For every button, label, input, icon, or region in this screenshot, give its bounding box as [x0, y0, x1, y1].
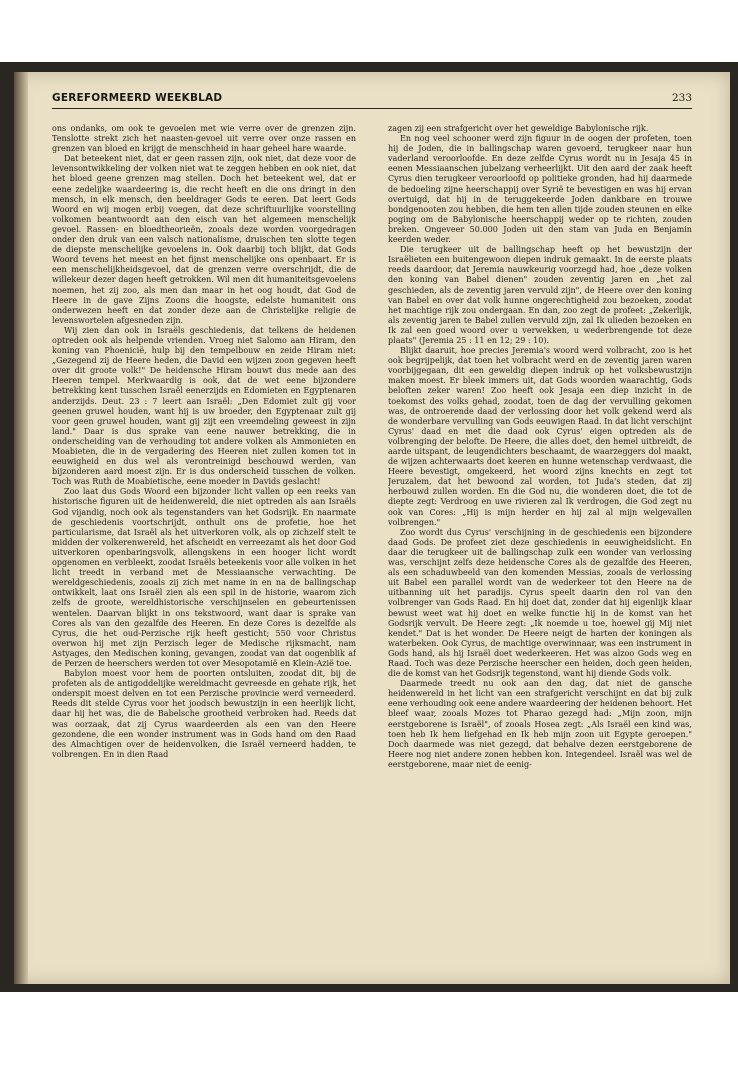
paragraph: Wij zien dan ook in Israëls geschiedenis, dat telkens de heidenen optreden ook als helpende vrienden. Vroeg niet Salomo aan Hiram, den koning van Phoenicië, hulp bij den tempelbouw en zeide Hiram niet: „Gezegend zij de Heere heden, die David een wijzen zoon gegeven heeft over dit groote volk!" De heidensche Hiram bouwt dus mede aan des Heeren tempel. Merkwaardig is ook, dat de wet eene bijzondere betrekking kent tusschen Israël eenerzijds en Edomieten en Egyptenaren anderzijds. Deut. 23 : 7 leert aan Israël: „Den Edomiet zult gij voor geenen gruwel houden, want hij is uw broeder, den Egyptenaar zult gij voor geen gruwel houden, want gij zijt een vreemdeling geweest in zijn land." Daar is dus sprake van eene nauwer betrekking, die in onderscheiding van de verhouding tot andere volken als Ammonieten en Moabieten, die in de vergadering des Heeren niet zullen komen tot in eeuwigheid en dus wel als verontreinigd beschouwd werden, van bijzonderen aard moest zijn. Er is dus onderscheid tusschen de volken. Toch was Ruth de Moabietische, eene moeder in Davids geslacht!: [52, 325, 356, 487]
paragraph: Daarmede treedt nu ook aan den dag, dat niet de gansche heidenwereld in het licht van een strafgericht verschijnt en dat bij zulk eene verhouding ook eene andere waardeering der heidenen behoort. Het bleef waar, zooals Mozes tot Pharao gezegd had: „Mijn zoon, mijn eerstgeborene is Israël", of zooals Hosea zegt: „Als Israël een kind was, toen heb Ik hem liefgehad en Ik heb mijn zoon uit Egypte geroepen." Doch daarmede was niet gezegd, dat behalve dezen eerstgeborene de Heere nog niet andere zonen hebben kon. Integendeel. Israël was wel de eerstgeborene, maar niet de eenig-: [388, 679, 692, 769]
newspaper-page: [14, 72, 730, 984]
publication-title: GEREFORMEERD WEEKBLAD: [52, 92, 223, 104]
left-column: [52, 124, 356, 974]
paragraph: ons ondanks, om ook te gevoelen met wie verre over de grenzen zijn. Tenslotte strekt zich het naasten-gevoel uit verre over onze rassen en grenzen van bloed en krijgt de menschheid in haar geheel hare waarde.: [52, 124, 356, 154]
paragraph: Dat beteekent niet, dat er geen rassen zijn, ook niet, dat deze voor de levensontwikkeling der volken niet wat te zeggen hebben en ook niet, dat het bloed geene grenzen mag stellen. Doch het beteekent wel, dat er eene zedelijke waardeering is, die recht heeft en die ons dringt in den mensch, in elk mensch, den beeldrager Gods te eeren. Dat leert Gods Woord en wij mogen erbij voegen, dat deze schriftuurlijke voorstelling volkomen beantwoordt aan den eisch van het algemeen menschelijk gevoel. Rassen- en bloedtheorieën, zooals deze worden voorgedragen onder den druk van een valsch nationalisme, druischen ten slotte tegen de diepste menschelijke gevoelens in. Ook daarbij toch blijkt, dat Gods Woord tevens het meest en het fijnst menschelijke ons openbaart. Er is een menschelijkheidsgevoel, dat de grenzen verre overschrijdt, die de willekeur dezer dagen heeft getrokken. Wil men dit humaniteitsgevoelens noemen, het zij zoo, als men dan maar in het oog houdt, dat God de Heere in de gave Zijns Zoons die hoogste, edelste humaniteit ons onderwezen heeft en dat zonder deze aan de Christelijke religie de levenswortelen afgesneden zijn.: [52, 154, 356, 325]
page-number: 233: [671, 92, 692, 104]
paragraph: Babylon moest voor hem de poorten ontsluiten, zoodat dit, bij de profeten als de antigoddelijke wereldmacht gevreesde en gehate rijk, het onderspit moest delven en tot een Perzische provincie werd verneederd. Reeds dit stelde Cyrus voor het joodsch bewustzijn in een heerlijk licht, daar hij het was, die de Babelsche grootheid verbroken had. Reeds dat was oorzaak, dat zij Cyrus waardeerden als een van den Heere gezondene, die een wonder instrument was in Gods hand om den Raad des Almachtigen over de heidenvolken, die Israël verneerd hadden, te volbrengen. En in dien Raad: [52, 669, 356, 759]
header-rule: [52, 108, 692, 109]
paragraph: zagen zij een strafgericht over het geweldige Babylonische rijk.: [388, 124, 649, 133]
paragraph: Zoo wordt dus Cyrus' verschijning in de geschiedenis een bijzondere daad Gods. De profeet ziet deze geschiedenis in eeuwigheidslicht. En daar die terugkeer uit de ballingschap zulk een wonder van verlossing was, verschijnt zelfs deze heidensche Cores als de gezalfde des Heeren, als een schaduwbeeld van den komenden Messias, zooals de verlossing uit Babel een parallel wordt van de wederkeer tot den Heere na de uitbanning uit het paradijs. Cyrus speelt daarin den rol van den volbrenger van Gods Raad. En hij doet dat, zonder dat hij eigenlijk klaar bewust weet wat hij doet en welke functie hij in de komst van het Godsrijk vervult. De Heere zegt: „Ik noemde u toe, hoewel gij Mij niet kendet." Dat is het wonder. De Heere neigt de harten der koningen als waterbeken. Ook Cyrus, de machtige overwinnaar, was een instrument in Gods hand, als hij Israël doet wederkeeren. Het was alzoo Gods weg en Raad. Toch was deze Perzische heerscher een heiden, doch geen heiden, die de komst van het Godsrijk tegenstond, want hij diende Gods volk.: [388, 527, 692, 679]
paragraph: Zoo laat dus Gods Woord een bijzonder licht vallen op een reeks van historische figuren uit de heidenwereld, die niet optreden als aan Israëls God vijandig, noch ook als tegenstanders van het Godsrijk. En naarmate de geschiedenis voortschrijdt, onthult ons de profetie, hoe het particularisme, dat Israël als het uitverkoren volk, als op zichzelf stelt te midden der volkerenwereld, het afscheidt en verreezamt als het door God uitverkoren openbaringsvolk, allengskens in een hooger licht wordt opgenomen en verbleekt, zoodat Israëls beteekenis voor alle volken in het licht treedt in verband met de Messiaansche verwachting. De wereldgeschiedenis, zooals zij zich met name in en na de ballingschap ontwikkelt, laat ons Israël zien als een spil in de historie, waarom zich zelfs de groote, wereldhistorische verschijnselen en gebeurtenissen wentelen. Daarvan blijkt in ons tekstwoord, want daar is sprake van Cores als van den gezalfde des Heeren. En deze Cores is dezelfde als Cyrus, die het oud-Perzische rijk heeft gesticht; 550 voor Christus overwon hij met zijn Perzisch leger de Medische rijksmacht, nam Astyages, den Medischen koning, gevangen, zoodat van dat oogenblik af de Perzen de heerschers werden tot over Mesopotamië en Klein-Azië toe.: [52, 487, 356, 668]
page-gutter-shadow: [14, 72, 28, 984]
paragraph: En nog veel schooner werd zijn figuur in de oogen der profeten, toen hij de Joden, die in ballingschap waren gevoerd, terugkeer naar hun vaderland veroorloofde. En deze zelfde Cyrus wordt nu in Jesaja 45 in eenen Messiaanschen jubelzang verheerlijkt. Uit den aard der zaak heeft Cyrus dien terugkeer veroorloofd op politieke gronden, had hij daarmede de bedoeling zijne heerschappij over Syrië te bevestigen en was hij ervan overtuigd, dat hij in de teruggekeerde Joden dankbare en trouwe bondgenooten zou hebben, die hem ten allen tijde zouden steunen en elke poging om de Babylonische heerschappij weder op te richten, zouden breken. Ongeveer 50.000 Joden uit den stam van Juda en Benjamin keerden weder.: [388, 134, 692, 245]
right-column: [388, 124, 692, 974]
page-header: [52, 92, 692, 108]
paragraph: Die terugkeer uit de ballingschap heeft op het bewustzijn der Israëlieten een buitengewoon diepen indruk gemaakt. In de eerste plaats reeds daardoor, dat Jeremia nauwkeurig voorzegd had, hoe „deze volken den koning van Babel dienen" zouden zeventig jaren en „het zal geschieden, als de zeventig jaren vervuld zijn", de Heere over den koning van Babel en over dat volk hunne ongerechtigheid zou bezoeken, zoodat het machtige rijk zou ondergaan. En dan, zoo zegt de profeet: „Zekerlijk, als zeventig jaren te Babel zullen vervuld zijn, zal Ik ulieden bezoeken en Ik zal een goed woord over u verwekken, u wederbrengende tot deze plaats" (Jeremia 25 : 11 en 12; 29 : 10).: [388, 245, 692, 345]
paragraph: Blijkt daaruit, hoe precies Jeremia's woord werd volbracht, zoo is het ook begrijpelijk, dat toen het volbracht werd en de zeventig jaren waren voorbijgegaan, dit een geweldig diepen indruk op het volksbewustzijn maken moest. Er bleek immers uit, dat Gods woorden waarachtig, Gods beloften zeker waren! Zoo heeft ook Jesaja een diep inzicht in de toekomst des volks gehad, zoodat, toen de dag der vervulling gekomen was, de ontroerende daad der verlossing door het volk gekend werd als de wonderbare vervulling van Gods eeuwigen Raad. In dat licht verschijnt Cyrus' daad en met die daad ook Cyrus' eigen optreden als de volbrenging der belofte. De Heere, die alles doet, den hemel uitbreidt, de aarde uitspant, de leugendichters beschaamt, de waarzeggers dol maakt, de wijzen achterwaarts doet keeren en hunne wetenschap verdwaast, die Heere bevestigt, omgekeerd, het woord zijns knechts en zegt tot Jeruzalem, dat het bewoond zal worden, tot Juda's steden, dat zij herbouwd zullen worden. En die God nu, die wonderen doet, die tot de diepte zegt: Verdroog en uwe rivieren zal Ik verdrogen, die God zegt nu ook van Cores: „Hij is mijn herder en hij zal al mijn welgevallen volbrengen.": [388, 346, 692, 527]
